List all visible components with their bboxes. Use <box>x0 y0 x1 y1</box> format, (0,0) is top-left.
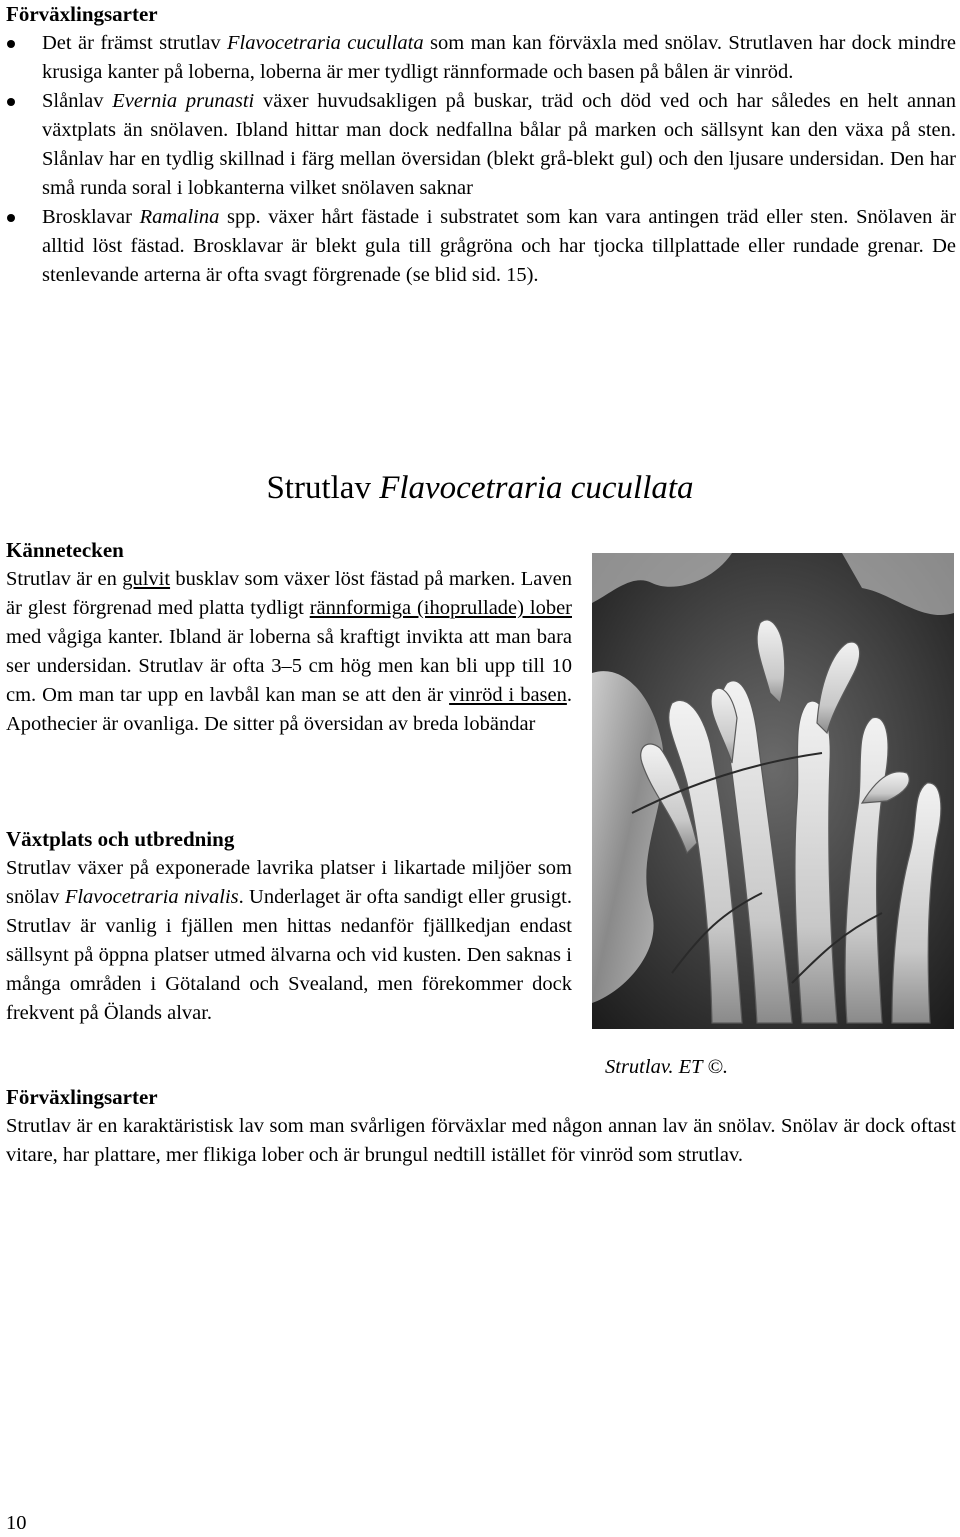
habitat-paragraph <box>6 854 572 1028</box>
underlined-term: rännformiga (ihoprullade) lober <box>309 597 572 619</box>
bullet-text-pre: Slånlav <box>42 90 113 112</box>
underlined-term: vinröd i basen <box>449 684 567 706</box>
bullet-text-pre: Det är främst strutlav <box>42 32 228 54</box>
bullet-text-pre: Brosklavar <box>42 206 140 228</box>
text-run: . Underlaget är ofta sandigt eller grusigt. Strutlav är vanlig i fjällen men hittas nedanför fjällkedjan endast sällsynt på öppna platser utmed älvarna och vid kusten. Den saknas i många områden i Götaland och Svealand, men förekommer dock frekvent på Ölands alvar. <box>6 886 572 1024</box>
lichen-photo <box>592 553 954 1029</box>
characteristics-paragraph <box>6 565 572 739</box>
bullet-icon <box>7 214 15 222</box>
title-common-name: Strutlav <box>266 470 380 506</box>
bullet-text-post: som man kan förväxla med snölav. Strutlaven har dock mindre krusiga kanter på loberna, loberna är mer tydligt rännformade och basen på bålen är vinröd. <box>42 32 957 83</box>
bullet-text-post: spp. växer hårt fästade i substratet som kan vara antingen träd eller sten. Snölaven är alltid löst fästad. Brosklavar är blekt gula till grågröna och har tjocka tillplattade eller rundade grenar. De stenlevande arterna är ofta svagt förgrenade (se blid sid. 15). <box>42 206 956 286</box>
confusion-paragraph: Strutlav är en karaktäristisk lav som man svårligen förväxlar med någon annan lav än snölav. Snölav är dock oftast vitare, har plattare, mer flikiga lober och är brungul nedtill istället för vinröd som strutlav. <box>6 1115 956 1166</box>
species-name: Evernia prunasti <box>112 90 255 112</box>
page-title <box>0 468 960 508</box>
page-number: 10 <box>6 1512 27 1534</box>
section-heading-characteristics: Kännetecken <box>6 538 124 562</box>
bullet-icon <box>7 98 15 106</box>
title-latin-name: Flavocetraria cucullata <box>379 470 694 506</box>
species-name: Ramalina <box>139 206 220 228</box>
underlined-term: gulvit <box>122 568 171 590</box>
text-run: busklav som växer löst fästad på marken. Laven är glest förgrenad med platta tydligt <box>6 568 572 619</box>
list-item <box>0 87 960 203</box>
section-heading-confusion-species: Förväxlingsarter <box>6 1085 158 1109</box>
list-item <box>0 29 960 87</box>
text-run: Strutlav är en <box>6 568 123 590</box>
section-heading-confusion-species: Förväxlingsarter <box>6 2 158 26</box>
confusion-species-list <box>0 29 960 290</box>
section-heading-habitat: Växtplats och utbredning <box>6 827 235 851</box>
text-run: Strutlav växer på exponerade lavrika platser i likartade miljöer som snölav <box>6 857 572 908</box>
photo-caption: Strutlav. ET ©. <box>605 1056 729 1078</box>
species-name: Flavocetraria cucullata <box>227 32 424 54</box>
bullet-text-post: växer huvudsakligen på buskar, träd och död ved och har således en helt annan växtplats än snölaven. Ibland hittar man dock nedfallna bålar på marken och sällsynt kan den växa på sten. Slånlav har en tydlig skillnad i färg mellan översidan (blekt grå-blekt gul) och den ljusare undersidan. Den har små runda soral i lobkanterna vilket snölaven saknar <box>42 90 956 199</box>
bullet-icon <box>7 40 15 48</box>
species-name: Flavocetraria nivalis <box>64 886 239 908</box>
text-run: . Apothecier är ovanliga. De sitter på översidan av breda lobändar <box>6 684 572 735</box>
list-item <box>0 203 960 290</box>
text-run: med vågiga kanter. Ibland är loberna så kraftigt invikta att man bara ser undersidan. Strutlav är ofta 3–5 cm hög men kan bli upp till 10 cm. Om man tar upp en lavbål kan man se att den är <box>6 626 572 706</box>
